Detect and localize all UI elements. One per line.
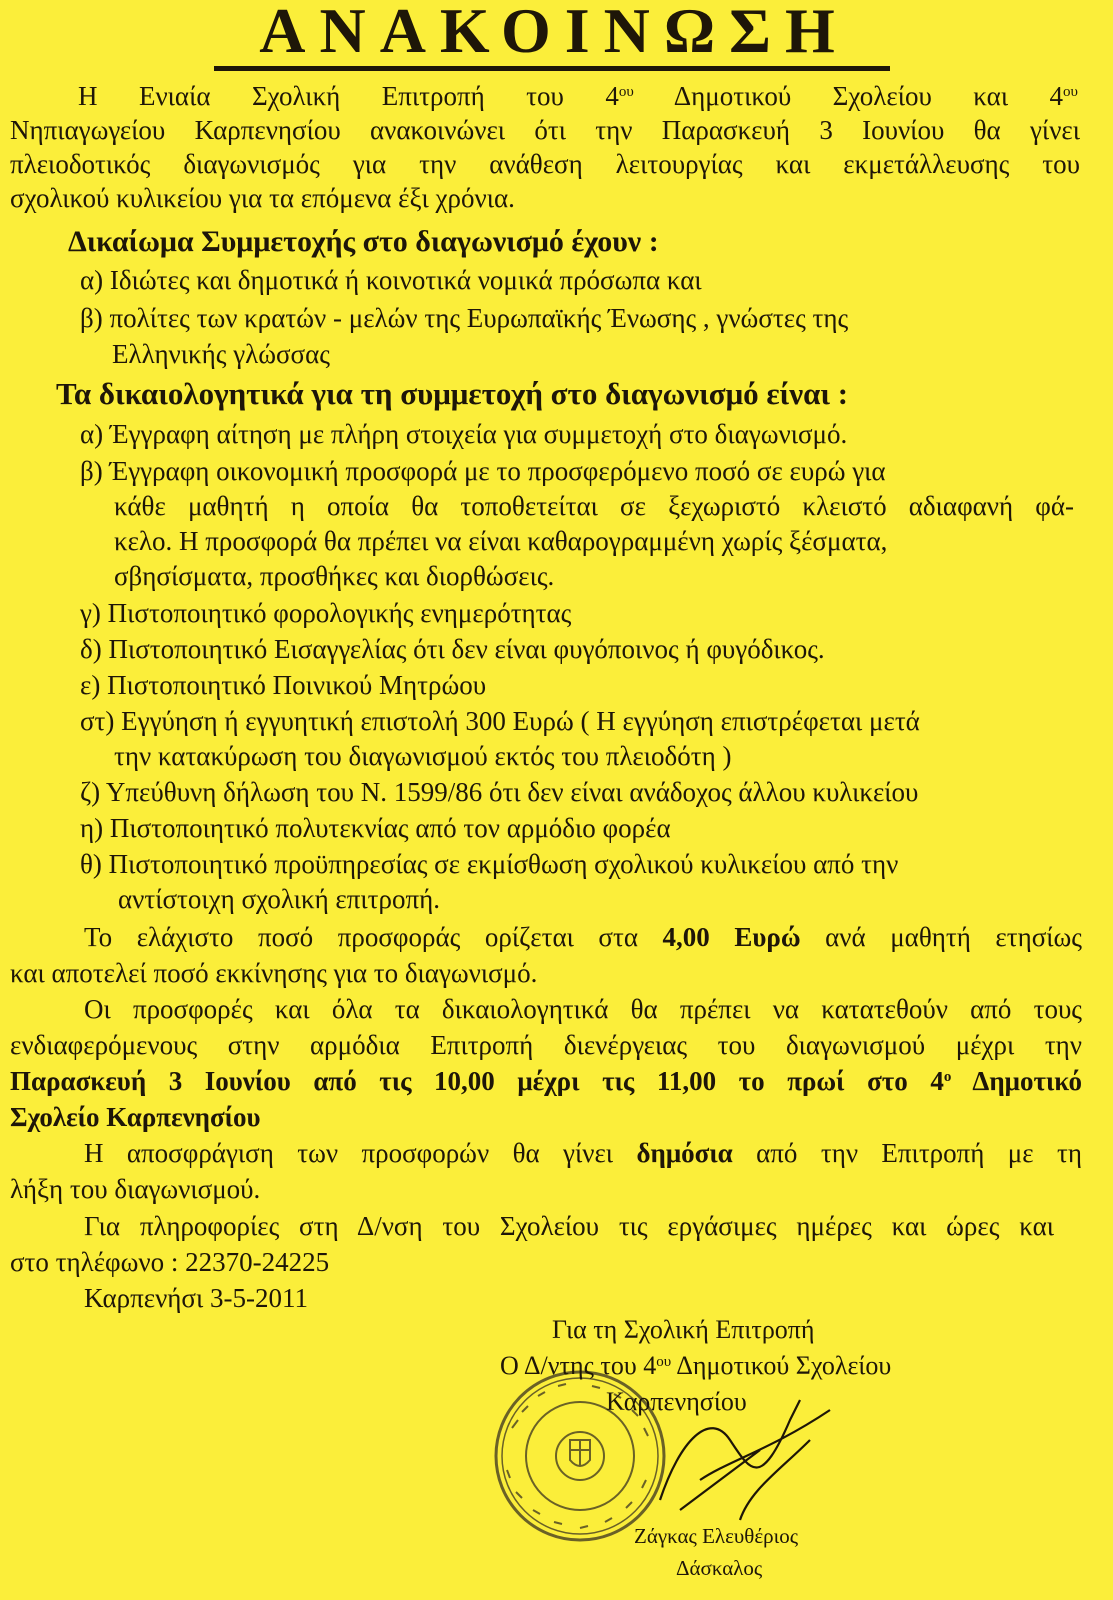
documents-item-th-cont: αντίστοιχη σχολική επιτροπή.: [118, 884, 440, 914]
minimum-line-2: και αποτελεί ποσό εκκίνησης για το διαγωνισμό.: [10, 958, 538, 988]
documents-item-b-cont1: κάθε μαθητή η οποία θα τοποθετείται σε ξεχωριστό κλειστό αδιαφανή φά-: [114, 491, 1074, 521]
submission-line-4: Σχολείο Καρπενησίου: [10, 1102, 261, 1132]
documents-item-st-cont: την κατακύρωση του διαγωνισμού εκτός του πλειοδότη ): [114, 741, 732, 771]
documents-item-th: θ) Πιστοποιητικό προϋπηρεσίας σε εκμίσθωση σχολικού κυλικείου από την: [80, 849, 899, 879]
documents-heading: Τα δικαιολογητικά για τη συμμετοχή στο διαγωνισμό είναι :: [56, 376, 849, 411]
documents-item-b: β) Έγγραφη οικονομική προσφορά με το προσφερόμενο ποσό σε ευρώ για: [80, 456, 886, 486]
info-line-1: Για πληροφορίες στη Δ/νση του Σχολείου τις εργάσιμες ημέρες και ώρες και: [84, 1211, 1054, 1241]
signature-line-3: Καρπενησίου: [606, 1387, 747, 1416]
submission-line-1: Οι προσφορές και όλα τα δικαιολογητικά θα πρέπει να κατατεθούν από τους: [84, 994, 1082, 1024]
documents-item-b-cont2: κελο. Η προσφορά θα πρέπει να είναι καθαρογραμμένη χωρίς ξέσματα,: [114, 526, 888, 556]
intro-line-1: Η Ενιαία Σχολική Επιτροπή του $4^{o\upsilon}$ Δημοτικού Σχολείου και $4^{o\upsilon}$: [78, 81, 1078, 111]
documents-item-b-cont3: σβησίσματα, προσθήκες και διορθώσεις.: [114, 561, 555, 591]
opening-line-2: λήξη του διαγωνισμού.: [10, 1174, 261, 1204]
eligibility-item-b-cont: Ελληνικής γλώσσας: [112, 339, 330, 369]
info-line-2: στο τηλέφωνο : 22370-24225: [10, 1247, 330, 1277]
eligibility-item-a: α) Ιδιώτες και δημοτικά ή κοινοτικά νομικά πρόσωπα και: [80, 265, 702, 295]
submission-line-3: Παρασκευή 3 Ιουνίου από τις 10,00 μέχρι τις 11,00 το πρωί στο $4^o$ Δημοτικό: [10, 1066, 1083, 1096]
signature-line-1: Για τη Σχολική Επιτροπή: [552, 1315, 815, 1344]
documents-item-e: ε) Πιστοποιητικό Ποινικού Μητρώου: [80, 670, 487, 700]
title-underline: [214, 66, 890, 71]
signatory-role: Δάσκαλος: [676, 1556, 763, 1580]
signature-line-2: Ο Δ/ντης του $4^{o\upsilon}$ Δημοτικού Σχολείου: [500, 1351, 892, 1380]
signatory-name: Ζάγκας Ελευθέριος: [634, 1524, 799, 1548]
eligibility-item-b: β) πολίτες των κρατών - μελών της Ευρωπαϊκής Ένωσης , γνώστες της: [80, 303, 849, 333]
opening-line-1: Η αποσφράγιση των προσφορών θα γίνει δημόσια από την Επιτροπή με τη: [84, 1138, 1082, 1168]
date-line: Καρπενήσι 3-5-2011: [84, 1283, 308, 1313]
intro-line-3: πλειοδοτικός διαγωνισμός για την ανάθεση λειτουργίας και εκμετάλλευσης του: [10, 149, 1080, 179]
page-title: ΑΝΑΚΟΙΝΩΣΗ: [259, 0, 849, 66]
eligibility-heading: Δικαίωμα Συμμετοχής στο διαγωνισμό έχουν :: [68, 225, 659, 258]
documents-item-d: δ) Πιστοποιητικό Εισαγγελίας ότι δεν είναι φυγόποινος ή φυγόδικος.: [80, 634, 825, 664]
documents-item-a: α) Έγγραφη αίτηση με πλήρη στοιχεία για συμμετοχή στο διαγωνισμό.: [80, 419, 848, 449]
intro-line-2: Νηπιαγωγείου Καρπενησίου ανακοινώνει ότι την Παρασκευή 3 Ιουνίου θα γίνει: [10, 115, 1080, 145]
submission-line-2: ενδιαφερόμενους στην αρμόδια Επιτροπή διενέργειας του διαγωνισμού μέχρι την: [10, 1030, 1082, 1060]
intro-line-4: σχολικού κυλικείου για τα επόμενα έξι χρόνια.: [10, 183, 515, 213]
minimum-line-1: Το ελάχιστο ποσό προσφοράς ορίζεται στα 4,00 Ευρώ ανά μαθητή ετησίως: [84, 922, 1082, 952]
documents-item-h: η) Πιστοποιητικό πολυτεκνίας από τον αρμόδιο φορέα: [80, 813, 671, 843]
documents-item-st: στ) Εγγύηση ή εγγυητική επιστολή 300 Ευρώ ( Η εγγύηση επιστρέφεται μετά: [80, 706, 920, 736]
documents-item-g: γ) Πιστοποιητικό φορολογικής ενημερότητας: [80, 598, 572, 628]
documents-item-z: ζ) Υπεύθυνη δήλωση του Ν. 1599/86 ότι δεν είναι ανάδοχος άλλου κυλικείου: [80, 777, 919, 807]
